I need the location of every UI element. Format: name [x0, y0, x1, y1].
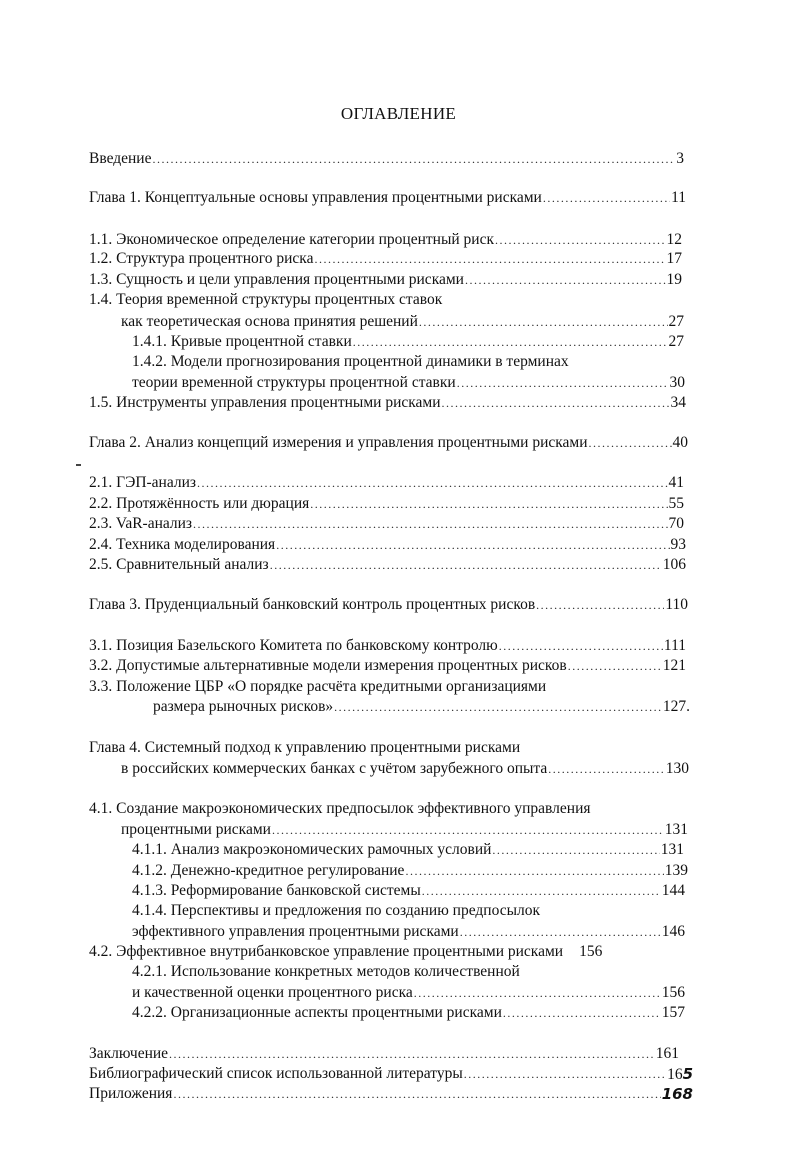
- toc-entry-page: 93: [670, 536, 686, 553]
- toc-entry-1-5: [89, 393, 686, 413]
- toc-entry-text: как теоретическая основа принятия решений: [121, 313, 418, 330]
- toc-entry-2-5: [89, 555, 686, 575]
- toc-entry-page: 144: [661, 882, 685, 899]
- toc-entry-4-1-4-line1: 4.1.4. Перспективы и предложения по созданию предпосылок: [132, 902, 541, 919]
- toc-entry-page: 161: [655, 1045, 679, 1062]
- toc-entry-text: эффективного управления процентными рисками: [132, 923, 459, 940]
- toc-entry-4-2-2: [132, 1003, 685, 1023]
- handwritten-page-number: 5: [682, 1065, 693, 1083]
- toc-chapter-1: [89, 188, 686, 208]
- toc-entry-2-1: [89, 473, 684, 493]
- toc-entry-1-3: [89, 270, 682, 290]
- printed-page-number: 16: [667, 1066, 683, 1083]
- toc-entry-1-4-2-line1: 1.4.2. Модели прогнозирования процентной динамики в терминах: [132, 353, 569, 370]
- toc-entry-page: 17: [666, 250, 682, 267]
- toc-entry-page: 156: [661, 984, 685, 1001]
- toc-entry-text: 2.3. VaR-анализ: [89, 515, 193, 532]
- toc-entry-text: Глава 2. Анализ концепций измерения и управления процентными рисками: [89, 434, 588, 451]
- toc-entry-1-4-line1: 1.4. Теория временной структуры процентных ставок: [89, 291, 443, 308]
- toc-entry-text: 2.5. Сравнительный анализ: [89, 556, 269, 573]
- toc-entry-3-1: [89, 636, 686, 656]
- toc-entry-text: 2.2. Протяжённость или дюрация: [89, 495, 310, 512]
- toc-entry-1-2: [89, 249, 682, 269]
- toc-entry-text: 1.2. Структура процентного риска: [89, 250, 314, 267]
- toc-entry-text: 2.4. Техника моделирования: [89, 536, 276, 553]
- toc-entry-text: 1.4.1. Кривые процентной ставки: [132, 333, 352, 350]
- scan-mark: [76, 464, 81, 466]
- toc-entry-4-2: [89, 942, 602, 962]
- toc-entry-page: 106: [662, 556, 686, 573]
- toc-entry-page: 139: [664, 862, 688, 879]
- toc-entry-4-1: [121, 820, 688, 840]
- toc-entry-text: 4.1.3. Реформирование банковской системы: [132, 882, 421, 899]
- toc-chapter-4: [121, 759, 689, 779]
- toc-entry-page: 27: [668, 313, 684, 330]
- toc-entry-text: 4.1.2. Денежно-кредитное регулирование: [132, 862, 405, 879]
- toc-entry-4-1-4: [132, 922, 685, 942]
- toc-entry-page: 131: [660, 841, 684, 858]
- toc-entry-page: 19: [666, 271, 682, 288]
- toc-entry-text: Библиографический список использованной литературы: [89, 1065, 463, 1082]
- toc-entry-page: 34: [670, 394, 686, 411]
- toc-entry-text: Введение: [89, 150, 152, 167]
- toc-entry-4-1-1: [132, 840, 684, 860]
- toc-entry-3-2: [89, 656, 686, 676]
- toc-entry-1-4-1: [132, 332, 684, 352]
- toc-entry-2-2: [89, 494, 684, 514]
- toc-entry-appendix: [89, 1084, 693, 1104]
- toc-entry-text: 2.1. ГЭП-анализ: [89, 474, 197, 491]
- toc-entry-page: 41: [668, 474, 684, 491]
- toc-entry-4-1-line1: 4.1. Создание макроэкономических предпосылок эффективного управления: [89, 800, 591, 817]
- toc-entry-page: 12: [666, 231, 682, 248]
- toc-entry-text: 4.2. Эффективное внутрибанковское управление процентными рисками: [89, 943, 564, 960]
- toc-entry-text: Заключение: [89, 1045, 169, 1062]
- toc-entry-page: 146: [661, 923, 685, 940]
- toc-entry-bibliography: [89, 1064, 693, 1084]
- toc-entry-1-4-2: [132, 373, 685, 393]
- toc-entry-text: Приложения: [89, 1085, 173, 1102]
- toc-entry-page: 70: [668, 515, 684, 532]
- toc-entry-4-1-3: [132, 881, 685, 901]
- toc-entry-intro: [89, 149, 684, 169]
- toc-entry-page: 130: [665, 760, 689, 777]
- toc-entry-4-2-1: [132, 983, 685, 1003]
- toc-chapter-2: [89, 433, 688, 453]
- toc-entry-text: теории временной структуры процентной ставки: [132, 374, 456, 391]
- toc-entry-page: 131: [664, 821, 688, 838]
- toc-entry-page: 55: [668, 495, 684, 512]
- toc-entry-page: 11: [671, 189, 686, 206]
- toc-entry-text: 4.1.1. Анализ макроэкономических рамочных условий: [132, 841, 492, 858]
- toc-entry-page: 157: [661, 1004, 685, 1021]
- toc-entry-4-2-1-line1: 4.2.1. Использование конкретных методов количественной: [132, 963, 520, 980]
- handwritten-page-number: 168: [661, 1085, 693, 1103]
- toc-entry-1-4: [121, 312, 684, 332]
- toc-entry-text: Глава 1. Концептуальные основы управления процентными рисками: [89, 189, 542, 206]
- page-title: ОГЛАВЛЕНИЕ: [340, 104, 457, 123]
- toc-entry-text: в российских коммерческих банках с учётом зарубежного опыта: [121, 760, 548, 777]
- toc-entry-conclusion: [89, 1044, 679, 1064]
- toc-entry-text: 1.5. Инструменты управления процентными рисками: [89, 394, 441, 411]
- toc-entry-page: 110: [665, 596, 688, 613]
- toc-entry-page: 3: [676, 150, 684, 167]
- toc-chapter-4-line1: Глава 4. Системный подход к управлению процентными рисками: [89, 739, 521, 756]
- toc-entry-page: [667, 1064, 693, 1084]
- toc-entry-3-3-line1: 3.3. Положение ЦБР «О порядке расчёта кредитными организациями: [89, 678, 547, 695]
- toc-entry-4-1-2: [132, 861, 688, 881]
- toc-entry-text: 1.3. Сущность и цели управления процентными рисками: [89, 271, 464, 288]
- toc-entry-page: 30: [669, 374, 685, 391]
- toc-entry-3-3: [153, 697, 690, 717]
- toc-entry-text: 3.2. Допустимые альтернативные модели измерения процентных рисков: [89, 657, 567, 674]
- toc-entry-text: Глава 3. Пруденциальный банковский контроль процентных рисков: [89, 596, 536, 613]
- toc-entry-page: 156: [579, 943, 603, 960]
- toc-entry-2-3: [89, 514, 684, 534]
- toc-chapter-3: [89, 595, 688, 615]
- toc-entry-page: 127.: [662, 698, 690, 715]
- toc-entry-text: процентными рисками: [121, 821, 271, 838]
- toc-entry-page: 27: [668, 333, 684, 350]
- toc-entry-text: 1.1. Экономическое определение категории процентный риск: [89, 231, 495, 248]
- toc-entry-page: 121: [662, 657, 686, 674]
- toc-entry-2-4: [89, 535, 686, 555]
- toc-entry-text: размера рыночных рисков»: [153, 698, 334, 715]
- toc-entry-1-1: [89, 230, 682, 250]
- toc-entry-page: 111: [663, 637, 686, 654]
- toc-entry-text: и качественной оценки процентного риска: [132, 984, 413, 1001]
- toc-entry-page: 40: [672, 434, 688, 451]
- toc-entry-text: 3.1. Позиция Базельского Комитета по банковскому контролю: [89, 637, 498, 654]
- toc-entry-text: 4.2.2. Организационные аспекты процентными рисками: [132, 1004, 502, 1021]
